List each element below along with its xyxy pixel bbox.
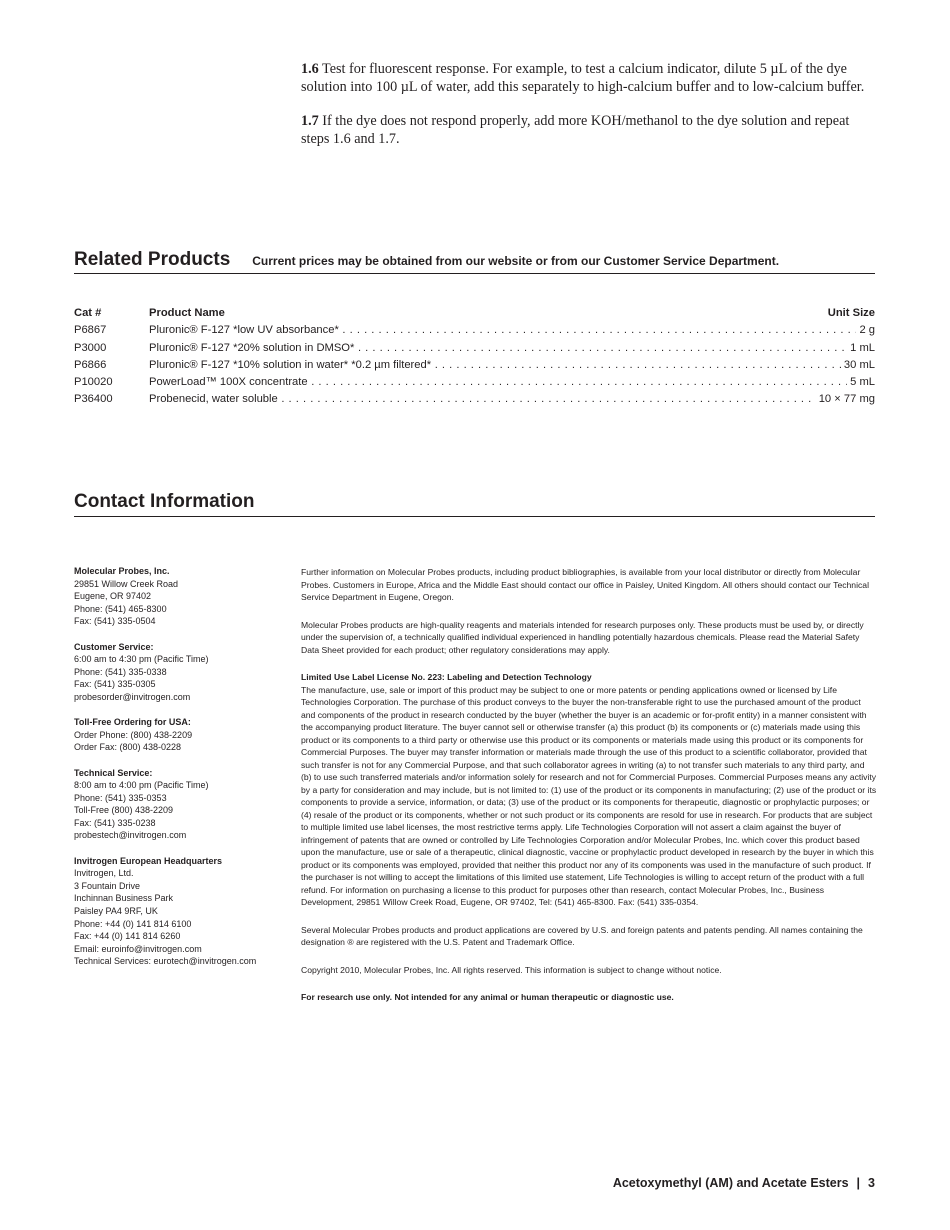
contact-block: [74, 855, 289, 968]
step-1-6: [301, 60, 865, 96]
cat-number: P36400: [74, 393, 113, 406]
contact-line: 29851 Willow Creek Road: [74, 578, 179, 589]
contact-line: Phone: (541) 465-8300: [74, 603, 167, 614]
contact-block: [74, 565, 289, 628]
step-text: Test for fluorescent response. For example, to test a calcium indicator, dilute 5 µL of the dye solution into 100 µL of water, add this separately to high-calcium buffer and to low-calcium buffer.: [301, 61, 865, 95]
contact-block: [74, 641, 289, 704]
step-1-7: [301, 112, 865, 148]
contact-block: [74, 716, 289, 754]
info-paragraph: Further information on Molecular Probes products, including product bibliographies, is available from your local distributor or directly from Molecular Probes. Customers in Europe, Africa and the Middle East should contact our office in Paisley, United Kingdom. All others should contact our Technical Service Department in Eugene, Oregon.: [301, 567, 869, 602]
unit-size: 1 mL: [850, 341, 875, 354]
license-title: Limited Use Label License No. 223: Labeling and Detection Technology: [301, 672, 592, 682]
related-products-table: [74, 305, 875, 409]
contact-line: Paisley PA4 9RF, UK: [74, 906, 158, 917]
page-number: 3: [868, 1176, 875, 1190]
contact-line: Order Phone: (800) 438-2209: [74, 729, 193, 740]
contact-block-title: Technical Service:: [74, 767, 153, 778]
patents-paragraph: Several Molecular Probes products and product applications are covered by U.S. and foreign patents and patents pending. All names containing the designation ® are registered with the U.S. Patent and Trademark Office.: [301, 924, 863, 947]
unit-size: 30 mL: [843, 358, 875, 371]
contact-block: [74, 767, 289, 843]
contact-line: Invitrogen, Ltd.: [74, 868, 134, 879]
contact-information-title: Contact Information: [74, 491, 255, 512]
contact-line: 6:00 am to 4:30 pm (Pacific Time): [74, 654, 209, 665]
contact-line: Phone: (541) 335-0353: [74, 792, 167, 803]
unit-size: 10 × 77 mg: [818, 393, 875, 406]
contact-line: Inchinnan Business Park: [74, 893, 174, 904]
table-row: [74, 391, 875, 408]
step-number: 1.6: [301, 61, 319, 77]
table-row: [74, 357, 875, 374]
research-use-paragraph: Molecular Probes products are high-quality reagents and materials intended for research purposes only. These products must be used by, or directly under the supervision of, a technically qualified individual experienced in handling potentially hazardous chemicals. Please read the Material Safety Data Sheet provided for each product; other regulatory considerations may apply.: [301, 619, 864, 655]
product-name: Pluronic® F-127 *20% solution in DMSO*: [149, 341, 355, 354]
license-text: The manufacture, use, sale or import of this product may be subject to one or more patents or pending applications owned or licensed by Life Technologies Corporation. The purchase of this product conveys to the buyer the non-transferable right to use the purchased amount of the product and components of the product in research conducted by the buyer (whether the buyer is an academic or for-profit entity) in a manner consistent with the accompanying product literature. The buyer cannot sell or otherwise transfer (a) this product (b) its components or (c) materials made using this product or its components to a third party or otherwise use this product or its components or materials made using this product or its components for Commercial Purposes. The buyer may transfer information or materials made through the use of this product to a scientific collaborator, provided that such transfer is not for any Commercial Purpose, and that such collaborator agrees in writing (a) to not transfer such materials to any third party, and (b) to use such transferred materials and/or information solely for research and not for Commercial Purposes. Commercial Purposes means any activity by a party for consideration and may include, but is not limited to: (1) use of the product or its components in manufacturing; (2) use of the product or its components to provide a service, information, or data; (3) use of the product or its components for therapeutic, diagnostic or prophylactic purposes; or (4) resale of the product or its components, whether or not such product or its components are resold for use in research. For products that are subject to multiple limited use label licenses, the most restrictive terms apply. Life Technologies Corporation will not assert a claim against the buyer of infringement of patents that are owned or controlled by Life Technologies Corporation and/or Molecular Probes, Inc. which cover this product based upon the manufacture, use or sale of a therapeutic, clinical diagnostic, vaccine or prophylactic product developed in research by the buyer in which this product or its components was employed, provided that neither this product nor any of its components was used in the manufacture of such product. If the purchaser is not willing to accept the limitations of this limited use statement, Life Technologies is willing to accept return of the product with a full refund. For information on purchasing a license to this product for purposes other than research, contact Molecular Probes, Inc., Business Development, 29851 Willow Creek Road, Eugene, OR 97402, Tel: (541) 465-8300. Fax: (541) 335-0354.: [301, 684, 877, 907]
unit-size: 2 g: [859, 324, 875, 337]
footer-separator: |: [856, 1176, 861, 1190]
related-products-title: Related Products: [74, 249, 231, 270]
product-name: Pluronic® F-127 *low UV absorbance*: [149, 324, 339, 337]
leader-dots: [339, 324, 857, 336]
footer-title: Acetoxymethyl (AM) and Acetate Esters: [612, 1176, 849, 1190]
contact-line: 8:00 am to 4:00 pm (Pacific Time): [74, 780, 209, 791]
contact-line: Fax: +44 (0) 141 814 6260: [74, 931, 181, 942]
contact-line: Eugene, OR 97402: [74, 591, 152, 602]
name-header: Product Name: [149, 307, 225, 319]
contact-line: Fax: (541) 335-0504: [74, 616, 156, 627]
step-text: If the dye does not respond properly, add more KOH/methanol to the dye solution and repeat steps 1.6 and 1.7.: [301, 113, 850, 147]
contact-block-title: Invitrogen European Headquarters: [74, 855, 223, 866]
table-header-row: [74, 305, 875, 322]
table-row: [74, 340, 875, 357]
contact-line: Phone: +44 (0) 141 814 6100: [74, 918, 192, 929]
step-number: 1.7: [301, 113, 319, 129]
contact-block-title: Molecular Probes, Inc.: [74, 566, 170, 576]
leader-dots: [308, 376, 848, 388]
unit-size: 5 mL: [850, 376, 875, 389]
contact-line: probesorder@invitrogen.com: [74, 691, 191, 702]
product-name: PowerLoad™ 100X concentrate: [149, 376, 308, 389]
contact-legal-text: [301, 566, 877, 1019]
leader-dots: [278, 393, 816, 405]
contact-addresses: [74, 565, 289, 981]
page-footer: [613, 1176, 875, 1190]
cat-number: P6867: [74, 324, 107, 337]
contact-block-title: Customer Service:: [74, 641, 154, 652]
cat-header: Cat #: [74, 307, 102, 319]
leader-dots: [431, 359, 841, 371]
product-name: Pluronic® F-127 *10% solution in water* *0.2 µm filtered*: [149, 358, 432, 371]
cat-number: P3000: [74, 341, 107, 354]
contact-line: Fax: (541) 335-0238: [74, 817, 156, 828]
contact-line: 3 Fountain Drive: [74, 880, 141, 891]
license-paragraph: [301, 671, 877, 909]
procedure-steps: [301, 60, 865, 164]
contact-block-title: Toll-Free Ordering for USA:: [74, 717, 191, 728]
contact-information-header: [74, 490, 875, 517]
contact-line: probestech@invitrogen.com: [74, 830, 187, 841]
table-row: [74, 322, 875, 339]
copyright-paragraph: Copyright 2010, Molecular Probes, Inc. All rights reserved. This information is subject to change without notice.: [301, 964, 722, 975]
cat-number: P10020: [74, 376, 113, 389]
contact-line: Technical Services: eurotech@invitrogen.com: [74, 956, 257, 967]
cat-number: P6866: [74, 358, 107, 371]
contact-line: Fax: (541) 335-0305: [74, 679, 156, 690]
research-only-notice: For research use only. Not intended for any animal or human therapeutic or diagnostic use.: [301, 992, 674, 1002]
leader-dots: [354, 342, 847, 354]
contact-line: Order Fax: (800) 438-0228: [74, 742, 182, 753]
related-products-note: Current prices may be obtained from our website or from our Customer Service Department.: [252, 254, 780, 268]
product-name: Probenecid, water soluble: [149, 393, 278, 406]
size-header: Unit Size: [827, 307, 875, 319]
contact-line: Toll-Free (800) 438-2209: [74, 805, 174, 816]
related-products-header: [74, 248, 875, 274]
contact-line: Phone: (541) 335-0338: [74, 666, 167, 677]
table-row: [74, 374, 875, 391]
contact-line: Email: euroinfo@invitrogen.com: [74, 943, 202, 954]
